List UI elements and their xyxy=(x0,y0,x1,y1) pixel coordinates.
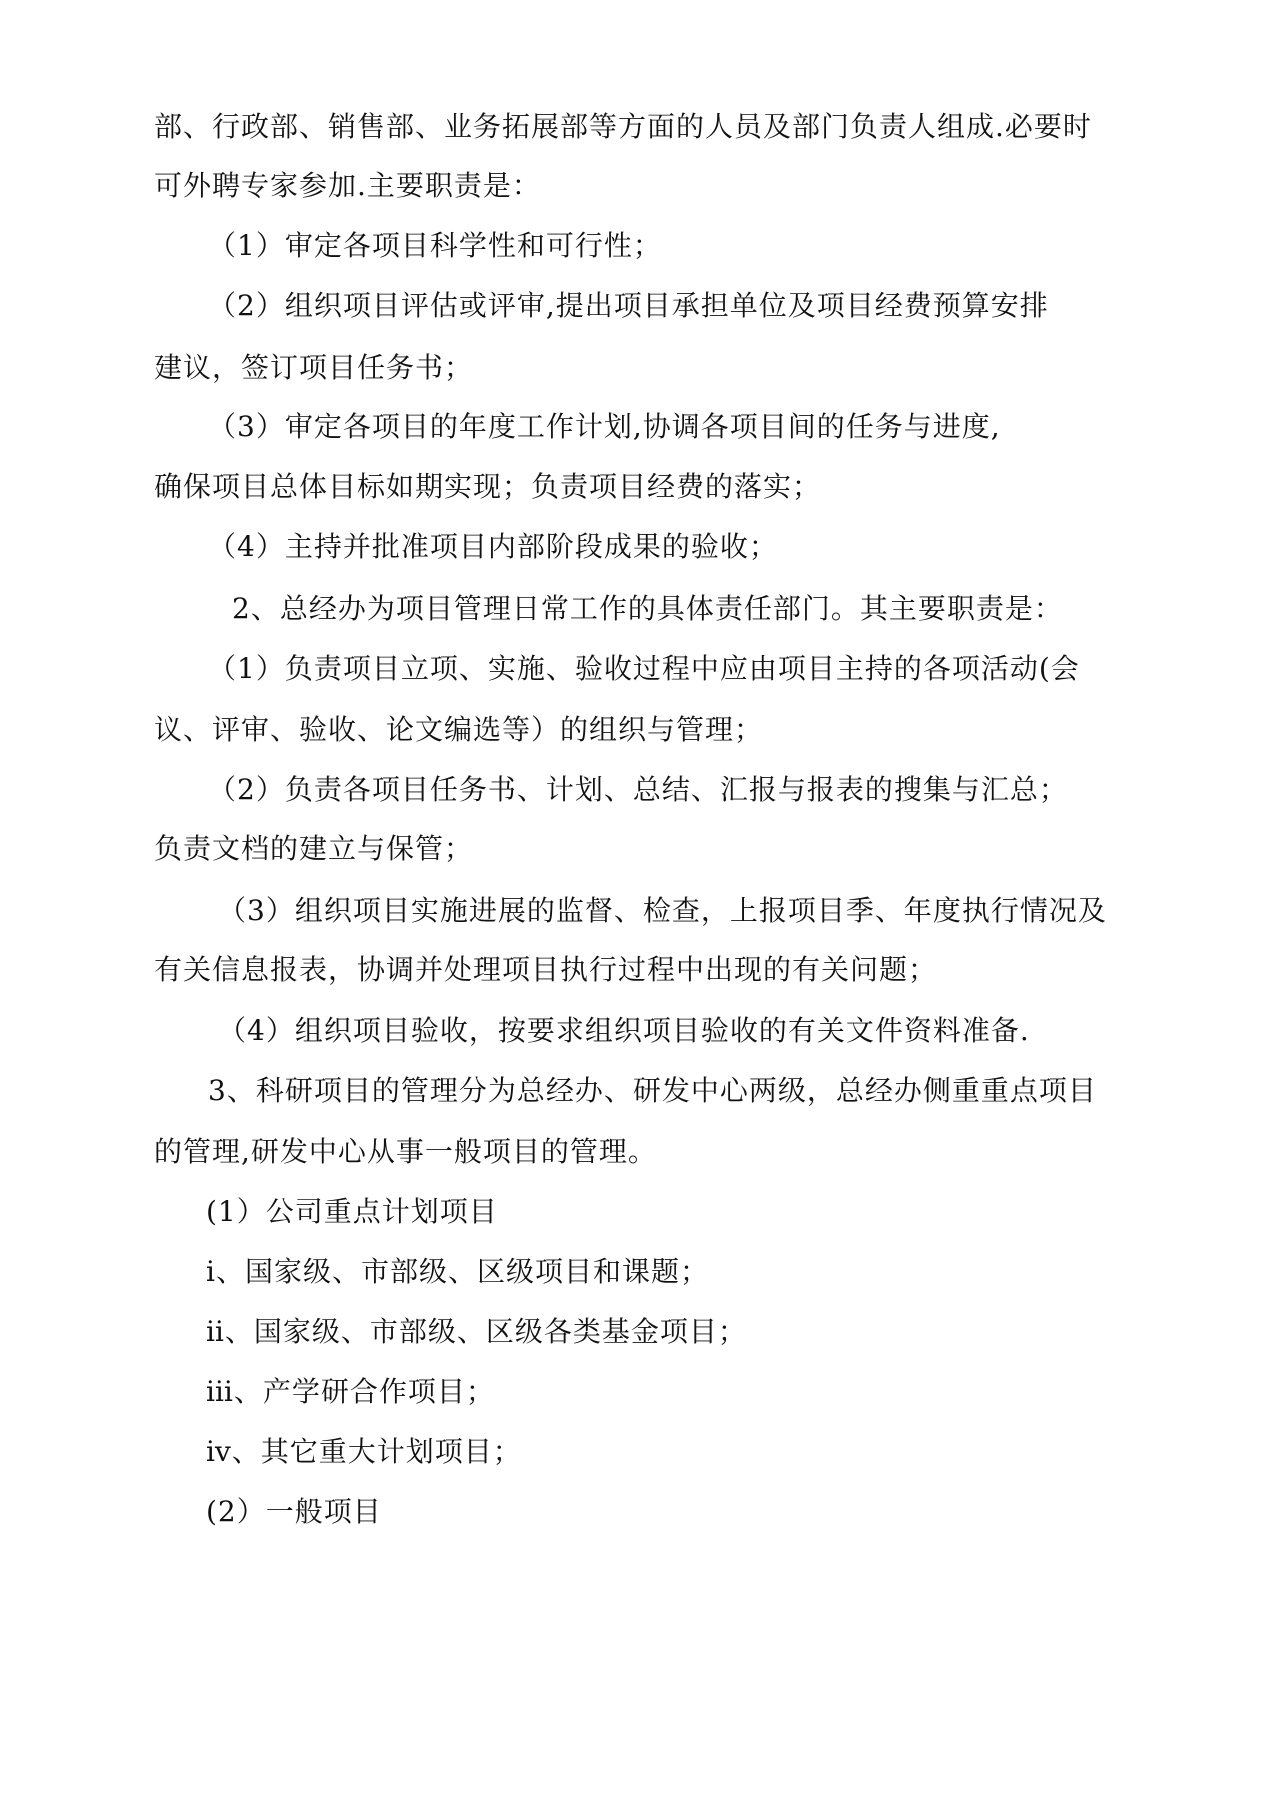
text-line-4: （2）组织项目评估或评审,提出项目承担单位及项目经费预算安排 xyxy=(208,289,1049,322)
text-line-14: （3）组织项目实施进展的监督、检查，上报项目季、年度执行情况及 xyxy=(218,894,1107,927)
text-line-15: 有关信息报表，协调并处理项目执行过程中出现的有关问题； xyxy=(154,953,938,986)
text-line-22: ⅲ、产学研合作项目； xyxy=(206,1375,495,1408)
text-line-10: （1）负责项目立项、实施、验收过程中应由项目主持的各项活动(会 xyxy=(208,652,1080,685)
text-line-11: 议、评审、验收、论文编选等）的组织与管理； xyxy=(154,713,764,746)
text-line-23: ⅳ、其它重大计划项目； xyxy=(206,1435,522,1468)
text-line-17: 3、科研项目的管理分为总经办、研发中心两级，总经办侧重重点项目 xyxy=(208,1074,1097,1107)
text-line-12: （2）负责各项目任务书、计划、总结、汇报与报表的搜集与汇总； xyxy=(208,773,1068,806)
text-line-7: 确保项目总体目标如期实现；负责项目经费的落实； xyxy=(154,470,822,503)
text-line-19: (1）公司重点计划项目 xyxy=(206,1195,498,1228)
text-line-2: 可外聘专家参加.主要职责是： xyxy=(154,169,541,202)
text-line-3: （1）审定各项目科学性和可行性； xyxy=(208,229,662,262)
text-line-16: （4）组织项目验收，按要求组织项目验收的有关文件资料准备. xyxy=(218,1014,1030,1047)
text-line-9: 2、总经办为项目管理日常工作的具体责任部门。其主要职责是： xyxy=(232,592,1063,625)
text-line-6: （3）审定各项目的年度工作计划,协调各项目间的任务与进度, xyxy=(208,410,1001,443)
text-line-13: 负责文档的建立与保管； xyxy=(154,832,474,865)
text-line-8: （4）主持并批准项目内部阶段成果的验收； xyxy=(208,530,778,563)
text-line-24: (2）一般项目 xyxy=(206,1495,382,1528)
text-line-5: 建议，签订项目任务书； xyxy=(154,351,474,384)
text-line-20: ⅰ、国家级、市部级、区级项目和课题； xyxy=(206,1255,709,1288)
text-line-1: 部、行政部、销售部、业务拓展部等方面的人员及部门负责人组成.必要时 xyxy=(154,110,1092,143)
text-line-18: 的管理,研发中心从事一般项目的管理。 xyxy=(154,1135,657,1168)
text-line-21: ⅱ、国家级、市部级、区级各类基金项目； xyxy=(206,1315,747,1348)
